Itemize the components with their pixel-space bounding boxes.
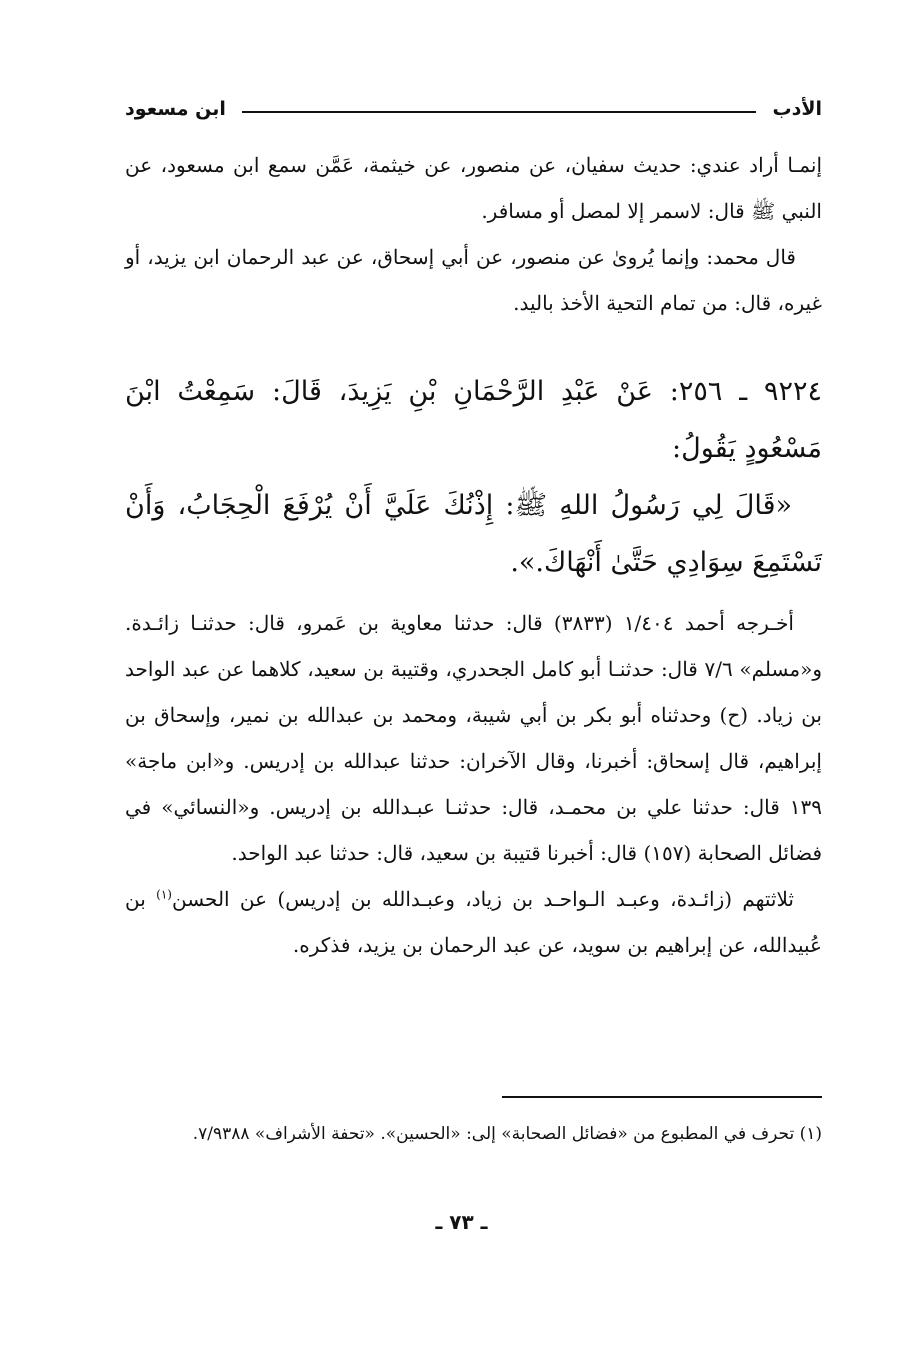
- takhrij-paragraph: أخـرجه أحمد ١/٤٠٤ (٣٨٣٣) قال: حدثنا معاوية بن عَمرو، قال: حدثنـا زائـدة. و«مسلم» ٧/٦ قال: حدثنـا أبو كامل الجحدري، وقتيبة بن سعيد، كلاهما عن عبد الواحد بن زياد. (ح) وحدثناه أبو بكر بن أبي شيبة، ومحمد بن عبدالله بن نمير، وإسحاق بن إبراهيم، قال إسحاق: أخبرنا، وقال الآخران: حدثنا عبدالله بن إدريس. و«ابن ماجة» ١٣٩ قال: حدثنا علي بن محمـد، قال: حدثنـا عبـدالله بن إدريس. و«النسائي» في فضائل الصحابة (١٥٧) قال: أخبرنا قتيبة بن سعيد، قال: حدثنا عبد الواحد.: [125, 611, 822, 865]
- hadith-block: [125, 363, 822, 591]
- takhrij-text: [125, 600, 822, 968]
- footnote: [125, 1115, 822, 1153]
- takhrij-paragraph: [125, 876, 822, 968]
- intro-text: [125, 142, 822, 326]
- intro-paragraph: قال محمد: وإنما يُروىٰ عن منصور، عن أبي إسحاق، عن عبد الرحمان ابن يزيد، أو غيره، قال: من تمام التحية الأخذ باليد.: [125, 245, 822, 315]
- header-rule: [242, 111, 757, 113]
- hadith-heading: ٩٢٢٤ ـ ٢٥٦: عَنْ عَبْدِ الرَّحْمَانِ بْنِ يَزِيدَ، قَالَ: سَمِعْتُ ابْنَ مَسْعُودٍ يَقُولُ:: [125, 376, 822, 464]
- footnote-separator: [502, 1096, 822, 1098]
- page-number: ـ ٧٣ ـ: [435, 1210, 488, 1234]
- footnote-text: (١) تحرف في المطبوع من «فضائل الصحابة» إلى: «الحسين». «تحفة الأشراف» ٧/٩٣٨٨.: [192, 1124, 822, 1144]
- hadith-text: «قَالَ لِي رَسُولُ اللهِ ﷺ: إِذْنُكَ عَلَيَّ أَنْ يُرْفَعَ الْحِجَابُ، وَأَنْ تَسْتَمِعَ سِوَادِي حَتَّىٰ أَنْهَاكَ.».: [125, 490, 822, 578]
- intro-paragraph: إنمـا أراد عندي: حديث سفيان، عن منصور، عن خيثمة، عَمَّن سمع ابن مسعود، عن النبي ﷺ قال: لاسمر إلا لمصل أو مسافر.: [125, 153, 822, 223]
- header-section-title: ابن مسعود: [125, 98, 226, 120]
- takhrij-text-segment: بن عُبيدالله، عن إبراهيم بن سويد، عن عبد الرحمان بن يزيد، فذكره.: [125, 887, 822, 957]
- header-chapter-title: الأدب: [772, 98, 822, 120]
- footnote-reference: (١): [156, 887, 172, 902]
- takhrij-text-segment: ثلاثتهم (زائـدة، وعبـد الـواحـد بن زياد، وعبـدالله بن إدريس) عن الحسن: [171, 887, 794, 911]
- running-header: [125, 92, 822, 126]
